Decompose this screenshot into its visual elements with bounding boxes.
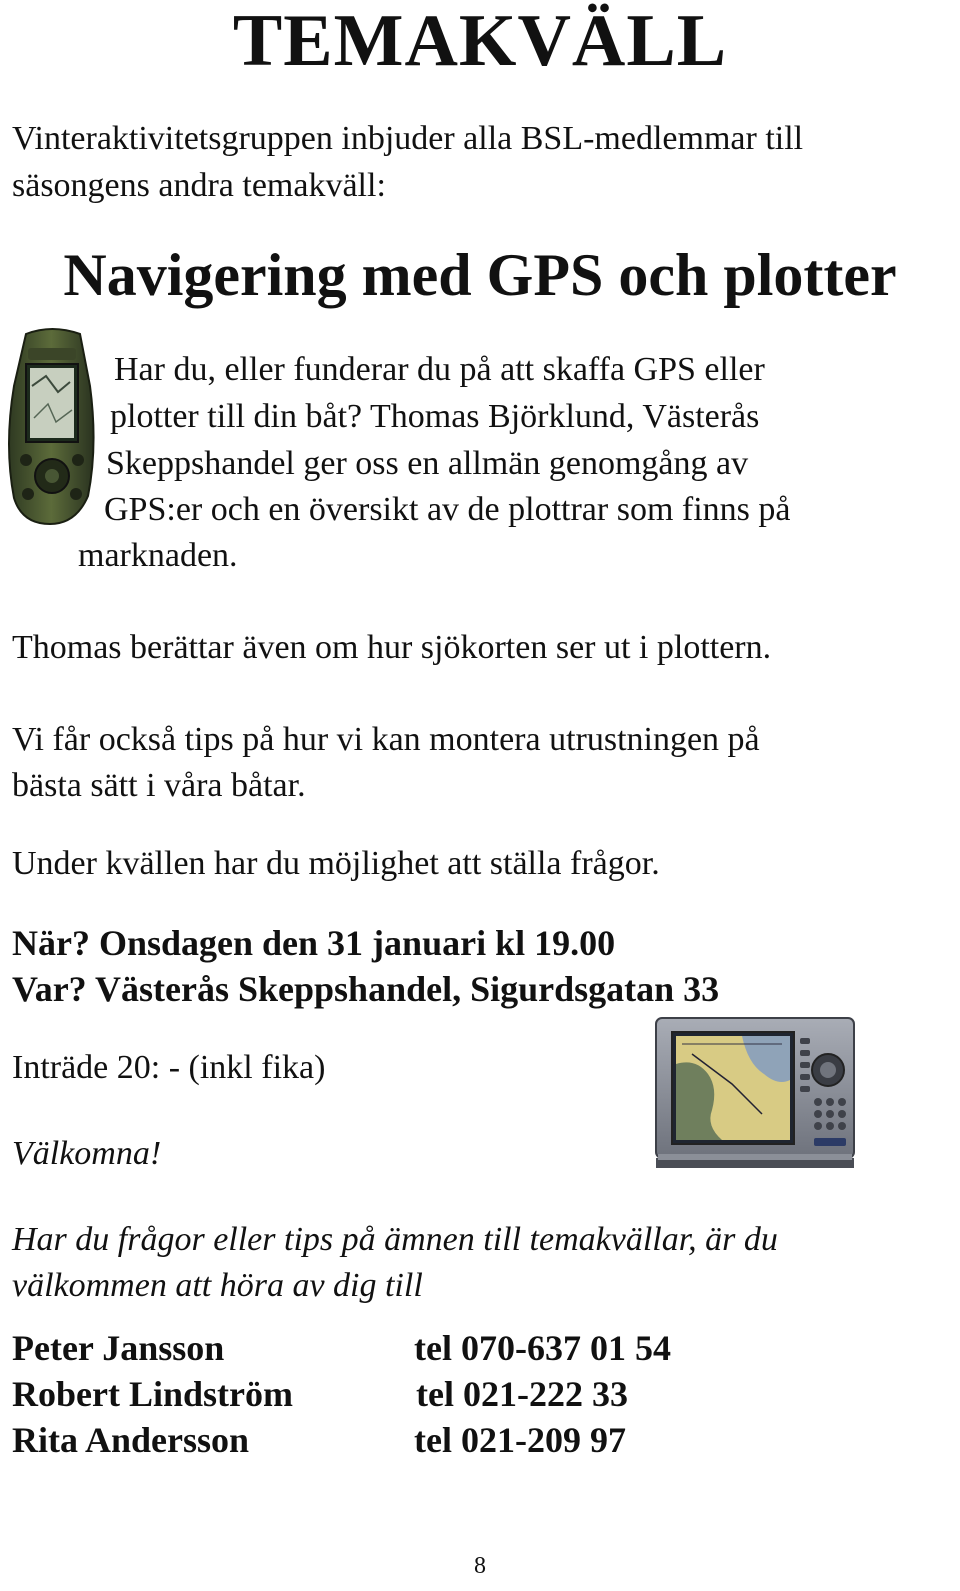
event-subtitle: Navigering med GPS och plotter xyxy=(63,242,897,308)
contact-question-line-1: Har du frågor eller tips på ämnen till temakvällar, är du xyxy=(12,1221,778,1258)
paragraph-questions: Under kvällen har du möjlighet att ställa frågor. xyxy=(12,845,660,882)
gps-paragraph-line-3: Skeppshandel ger oss en allmän genomgång av xyxy=(106,445,749,482)
intro-line-1: Vinteraktivitetsgruppen inbjuder alla BSL-medlemmar till xyxy=(12,120,804,157)
event-where: Var? Västerås Skeppshandel, Sigurdsgatan 33 xyxy=(12,969,720,1009)
contact-phone-2: tel 021-222 33 xyxy=(416,1374,628,1414)
contact-phone-1: tel 070-637 01 54 xyxy=(414,1328,671,1368)
contact-question-line-2: välkommen att höra av dig till xyxy=(12,1267,423,1304)
page-title: TEMAKVÄLL xyxy=(232,0,728,82)
gps-paragraph-line-4: GPS:er och en översikt av de plottrar som finns på xyxy=(104,491,791,528)
chart-plotter-icon xyxy=(652,1014,858,1174)
contact-name-3: Rita Andersson xyxy=(12,1420,250,1460)
gps-paragraph-line-1: Har du, eller funderar du på att skaffa GPS eller xyxy=(114,351,765,388)
contact-phone-3: tel 021-209 97 xyxy=(414,1420,626,1460)
paragraph-mounting-line-1: Vi får också tips på hur vi kan montera utrustningen på xyxy=(12,721,760,758)
contact-name-2: Robert Lindström xyxy=(12,1374,293,1414)
paragraph-sea-charts: Thomas berättar även om hur sjökorten ser ut i plottern. xyxy=(12,629,772,666)
page-number: 8 xyxy=(474,1553,486,1579)
event-when: När? Onsdagen den 31 januari kl 19.00 xyxy=(12,923,616,963)
entry-fee: Inträde 20: - (inkl fika) xyxy=(12,1049,326,1086)
contact-name-1: Peter Jansson xyxy=(12,1328,225,1368)
intro-line-2: säsongens andra temakväll: xyxy=(12,167,386,204)
paragraph-mounting-line-2: bästa sätt i våra båtar. xyxy=(12,767,306,804)
gps-paragraph-line-2: plotter till din båt? Thomas Björklund, Västerås xyxy=(110,398,760,435)
gps-paragraph-line-5: marknaden. xyxy=(78,537,238,574)
handheld-gps-icon xyxy=(6,326,98,526)
welcome-text: Välkomna! xyxy=(12,1135,162,1172)
